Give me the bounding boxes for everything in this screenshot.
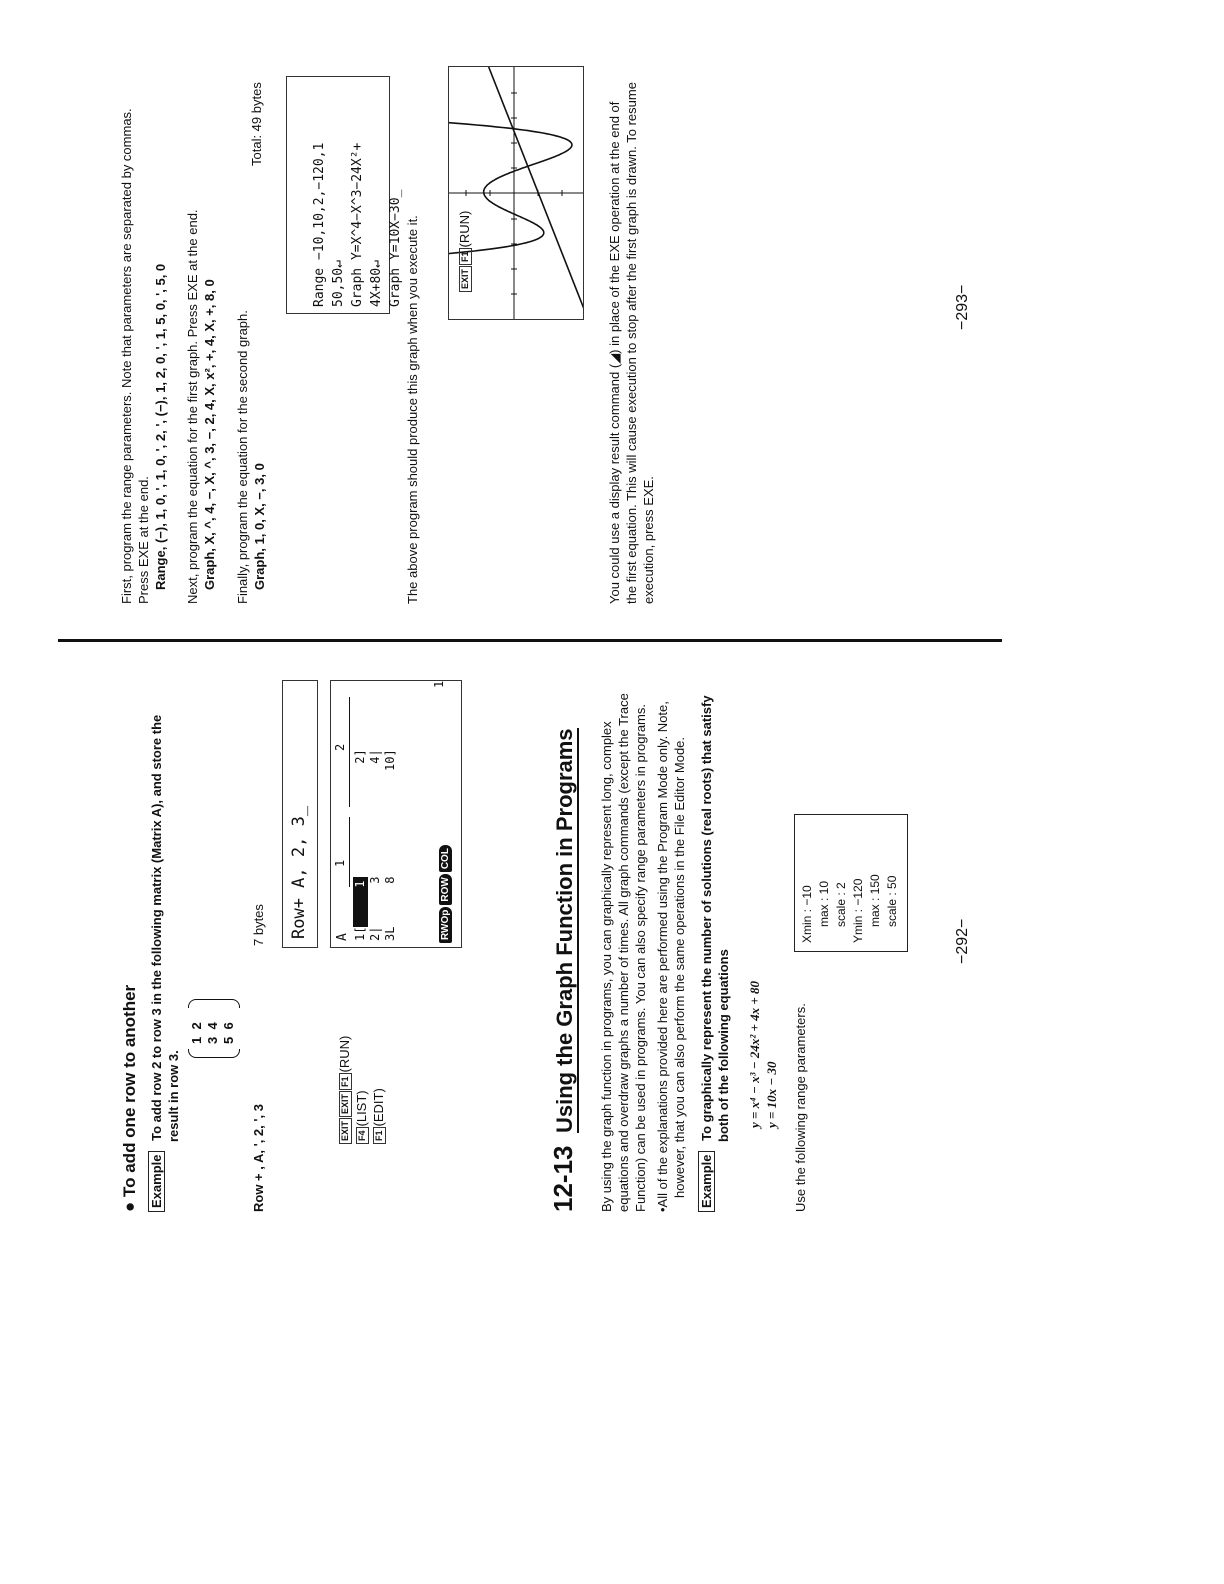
equation-2: y = 10x − 30 [764, 1061, 779, 1128]
program-line-2: 50,50↵ [331, 260, 346, 307]
example-2-text-1: To graphically represent the number of solutions (real roots) that satisfy [699, 695, 714, 1141]
softkey-col[interactable]: COL [439, 845, 452, 872]
page-number-292: −292− [954, 918, 971, 964]
row-plus-command: Row + , A, ', 2, ', 3 [251, 1104, 266, 1212]
key-line-list: F4(LIST) [353, 1036, 370, 1144]
para-next: Next, program the equation for the first graph. Press EXE at the end. Graph, X, ^, 4, −, X, ^, 3, −, 2, 4, X, x², +, 4, X, +, 8, 0 [184, 24, 218, 604]
total-bytes: Total: 49 bytes [249, 82, 264, 166]
screen-text: Row+ A, 2, 3_ [289, 805, 309, 939]
key-sequence [336, 1036, 387, 1144]
intro-paragraph: By using the graph function in programs, you can graphically represent long, complex equations and overdraw graphs a number of times. All graph commands (except the Trace Function) can be used in programs. You can also specify range parameters in programs. [599, 693, 648, 1212]
range-yscale: scale : 50 [885, 875, 899, 927]
example-2-text-2: both of the following equations [716, 949, 731, 1142]
example-1 [148, 715, 182, 1212]
calc-screen-program [286, 76, 403, 314]
code-graph-2: Graph, 1, 0, X, −, 3, 0 [252, 463, 267, 590]
code-graph-1: Graph, X, ^, 4, −, X, ^, 3, −, 2, 4, X, x², +, 4, X, +, 8, 0 [202, 279, 217, 590]
key-line-edit: F1(EDIT) [370, 1036, 387, 1144]
program-line-5: Graph Y=10X−30_ [388, 189, 403, 307]
range-ymax: max : 150 [868, 874, 882, 927]
col-header-1: 1 [333, 859, 347, 867]
example-text-1: To add row 2 to row 3 in the following matrix (Matrix A), and store the [149, 714, 164, 1141]
spine-divider [58, 639, 1002, 642]
range-parameters-box [794, 814, 908, 952]
softkey-bar [435, 843, 453, 943]
section-heading [548, 682, 579, 1212]
key-line-run: EXITEXITF1(RUN) [336, 1036, 353, 1144]
program-line-1: Range −10,10,2,−120,1 [312, 142, 327, 307]
softkey-row[interactable]: ROW [439, 874, 452, 904]
range-ymin: Ymin : −120 [851, 878, 865, 943]
para-first: First, program the range parameters. Note that parameters are separated by commas. Press EXE at the end. Range, (−), 1, 0, ', 1, 0, ', 2, ', (−), 1, 2, 0, ', 1, 5, 0, ', 5, 0 [118, 24, 169, 604]
range-intro: Use the following range parameters. [793, 1003, 808, 1212]
calc-screen-matrix-editor [330, 680, 462, 948]
program-line-4: 4X+80↵ [369, 260, 384, 307]
example-2-label: Example [698, 1151, 715, 1212]
range-xmin: Xmin : −10 [800, 885, 814, 943]
matrix-a: 1 2 3 4 5 6 [188, 998, 240, 1058]
calc-screen-row-command [282, 680, 318, 948]
bytes-label: 7 bytes [251, 904, 266, 946]
equations [746, 981, 780, 1128]
note-bullet: •All of the explanations provided here are performed using the Program Mode only. Note, however, that you can also perform the same operations in the File Editor Mode. [655, 701, 687, 1212]
matrix-cursor-cell: 1 [353, 877, 368, 927]
matrix-rows: 1[12] 2|34| 3L810] [353, 749, 397, 941]
page-number-293: −293− [954, 284, 971, 330]
equation-1: y = x⁴ − x³ − 24x² + 4x + 80 [747, 980, 762, 1128]
screen-corner-number: 1 [432, 680, 446, 688]
para-display-result: You could use a display result command (◢) in place of the EXE operation at the end of the first equation. This will cause execution to stop after the first graph is drawn. To resume execution, press EXE. [607, 82, 656, 604]
example-text-2: result in row 3. [166, 1050, 181, 1142]
program-line-3: Graph Y=X^4−X^3−24X²+ [350, 142, 365, 307]
example-2 [698, 695, 732, 1212]
matrix-name: A [335, 933, 350, 941]
section-title: ● To add one row to another [120, 984, 139, 1212]
heading-title: Using the Graph Function in Programs [552, 728, 577, 1134]
heading-number: 12-13 [548, 1145, 578, 1212]
range-xscale: scale : 2 [834, 882, 848, 927]
para-above-program: The above program should produce this graph when you execute it. [405, 215, 420, 604]
softkey-rwop[interactable]: RWOp [439, 907, 452, 943]
para-finally: Finally, program the equation for the second graph. Graph, 1, 0, X, −, 3, 0 [234, 24, 268, 604]
col-header-2: 2 [333, 743, 347, 751]
code-range: Range, (−), 1, 0, ', 1, 0, ', 2, ', (−), 1, 2, 0, ', 1, 5, 0, ', 5, 0 [153, 263, 168, 590]
example-label: Example [148, 1151, 165, 1212]
range-xmax: max : 10 [817, 880, 831, 927]
run-key-sequence: EXITF1(RUN) [456, 211, 473, 292]
